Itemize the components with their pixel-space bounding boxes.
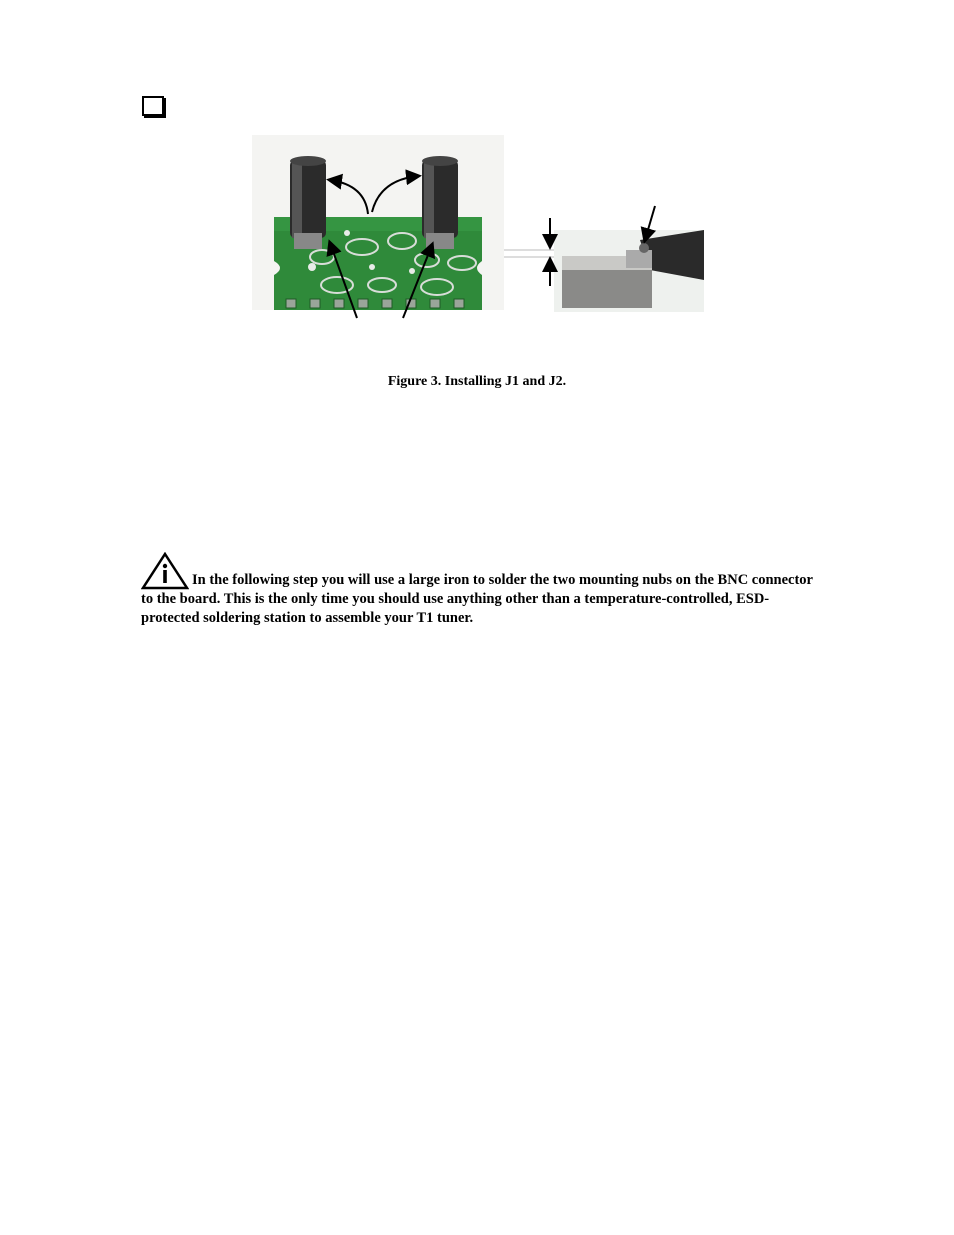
figure-caption: Figure 3. Installing J1 and J2.: [387, 374, 567, 389]
info-note: [141, 552, 821, 628]
info-warning-icon: [141, 552, 189, 590]
note-text: In the following step you will use a large iron to solder the two mounting nubs on the BNC connector to the board. This is the only time you should use anything other than a temperature-controlled, ESD-protected soldering station to assemble your T1 tuner.: [141, 572, 813, 626]
figure-arrows: [0, 0, 954, 400]
